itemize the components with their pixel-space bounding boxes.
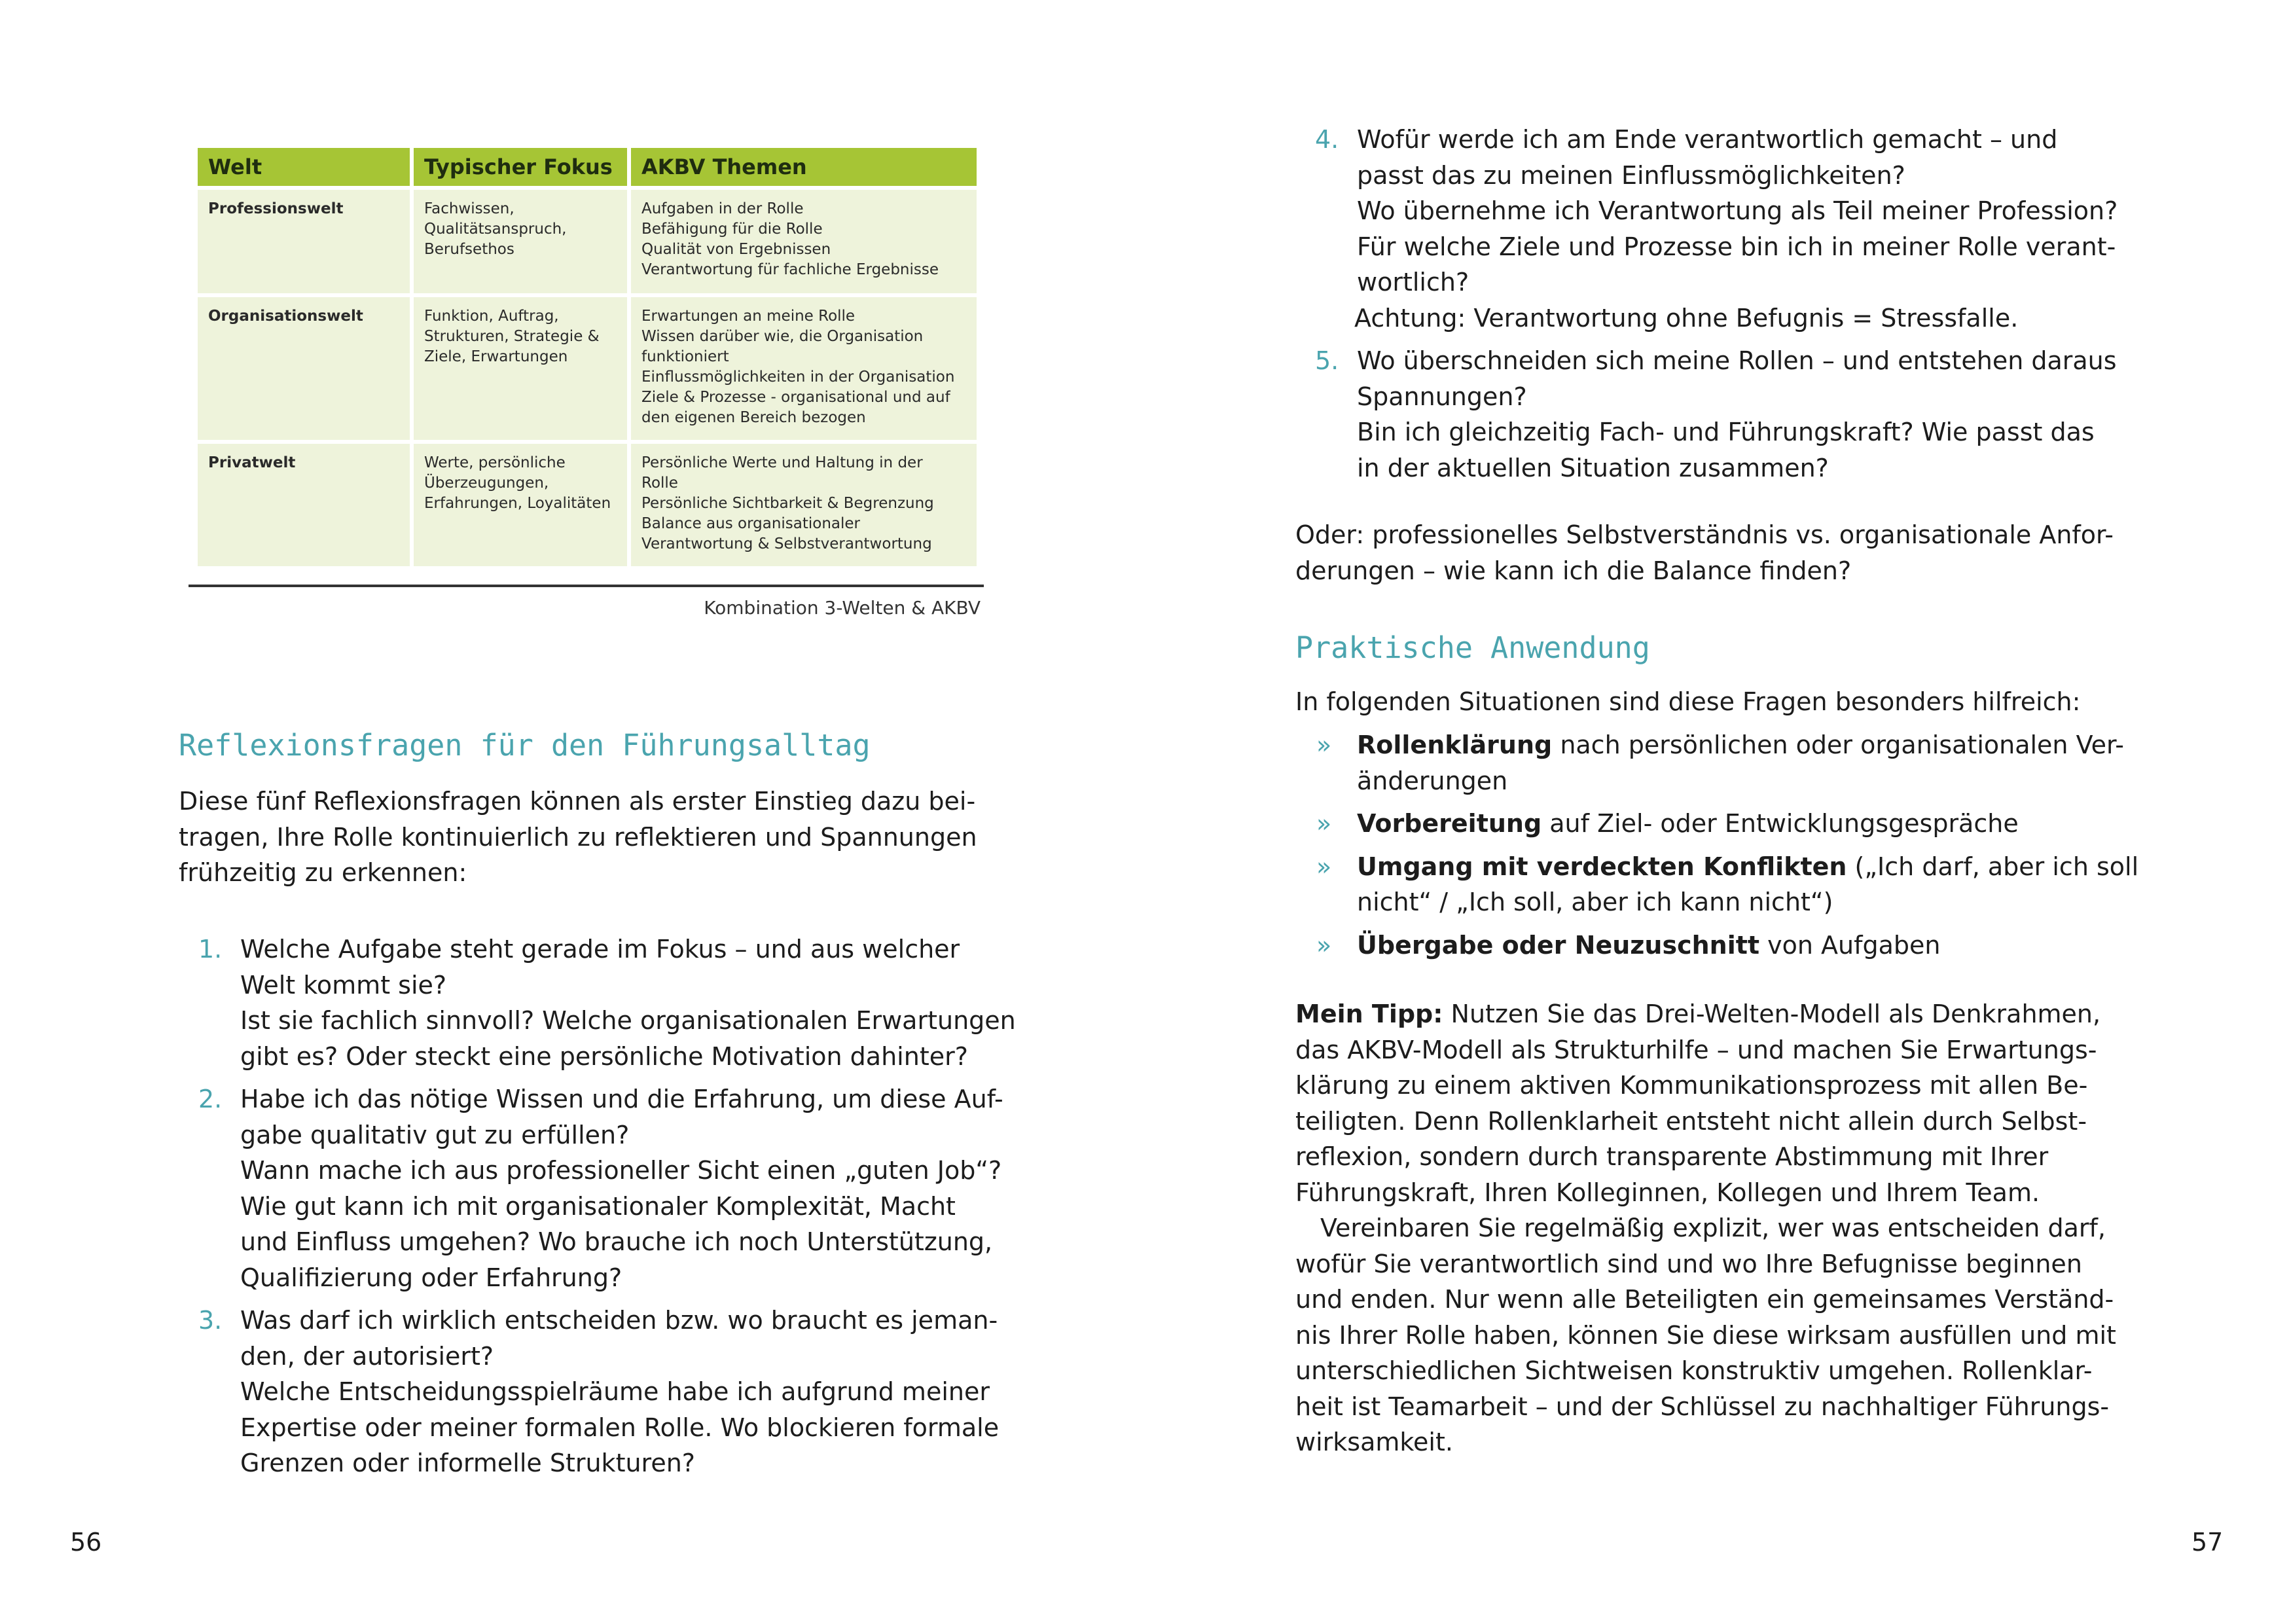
list-number: 3.	[198, 1306, 223, 1335]
table-cell-welt: Organisationswelt	[198, 295, 412, 442]
tip-paragraph: Mein Tipp: Nutzen Sie das Drei-Welten-Modell als Denkrahmen, das AKBV-Modell als Strukturhilfe – und machen Sie Erwartungs- klärung zu einem aktiven Kommunikationsprozess mit allen Be- teiligten. Denn Rollenklarheit entsteht nicht allein durch Selbst- reflexion, sondern durch transparente Abstimmung mit Ihrer Führungskraft, Ihren Kolleginnen, Kollegen und Ihrem Team.	[1295, 1000, 2101, 1207]
page-number: 57	[2191, 1528, 2224, 1557]
application-bullet-list	[1316, 727, 2139, 963]
section-heading: Praktische Anwendung	[1295, 630, 1650, 665]
list-item: 2. Habe ich das nötige Wissen und die Erfahrung, um diese Auf- gabe qualitativ gut zu erfüllen? Wann mache ich aus professioneller Sicht einen „guten Job“? Wie gut kann ich mit organisationaler Komplexität, Macht und Einfluss umgehen? Wo brauche ich noch Unterstützung, Qualifizierung oder Erfahrung?	[240, 1081, 1016, 1295]
table-row	[198, 295, 977, 442]
table-header: Welt	[198, 148, 412, 188]
figure-divider	[189, 585, 984, 587]
table-cell-fokus: Werte, persönliche Überzeugungen, Erfahrungen, Loyalitäten	[412, 442, 629, 566]
table-header: Typischer Fokus	[412, 148, 629, 188]
table-row	[198, 442, 977, 566]
tip-label: Mein Tipp:	[1295, 1000, 1443, 1028]
table-header-row	[198, 148, 977, 188]
section-heading: Reflexionsfragen für den Führungsalltag	[179, 728, 871, 763]
question-list	[198, 931, 1016, 1481]
table-cell-welt: Privatwelt	[198, 442, 412, 566]
table-row	[198, 188, 977, 295]
list-item: 4. Wofür werde ich am Ende verantwortlich gemacht – und passt das zu meinen Einflussmöglichkeiten? Wo übernehme ich Verantwortung als Teil meiner Profession? Für welche Ziele und Prozesse bin ich in meiner Rolle verant- wortlich? Achtung: Verantwortung ohne Befugnis = Stressfalle.	[1357, 122, 2118, 336]
bullet-marker: »	[1316, 930, 1332, 960]
left-page	[0, 0, 1144, 1624]
bullet-marker: »	[1316, 852, 1332, 881]
table-cell-fokus: Funktion, Auftrag, Strukturen, Strategie & Ziele, Erwartungen	[412, 295, 629, 442]
right-page	[1144, 0, 2289, 1624]
figure-caption: Kombination 3-Welten & AKBV	[704, 597, 981, 619]
list-item: » Umgang mit verdeckten Konflikten („Ich darf, aber ich soll nicht“ / „Ich soll, aber ich kann nicht“)	[1357, 849, 2138, 920]
list-item: » Rollenklärung nach persönlichen oder organisationalen Ver- änderungen	[1357, 727, 2138, 799]
question-list-continued	[1315, 122, 2118, 486]
closing-paragraph: Vereinbaren Sie regelmäßig explizit, wer was entscheiden darf, wofür Sie verantwortlich sind und wo Ihre Befugnisse beginnen und enden. Nur wenn alle Beteiligten ein gemeinsames Verständ- nis Ihrer Rolle haben, können Sie diese wirksam ausfüllen und mit unterschiedlichen Sichtweisen konstruktiv umgehen. Rollenklar- heit ist Teamarbeit – und der Schlüssel zu nachhaltiger Führungs- wirksamkeit.	[1295, 1214, 2116, 1456]
list-item: 1. Welche Aufgabe steht gerade im Fokus – und aus welcher Welt kommt sie? Ist sie fachlich sinnvoll? Welche organisationalen Erwartungen gibt es? Oder steckt eine persönliche Motivation dahinter?	[240, 931, 1016, 1074]
list-number: 5.	[1315, 346, 1339, 375]
list-number: 4.	[1315, 125, 1339, 154]
table-cell-fokus: Fachwissen, Qualitätsanspruch, Berufsethos	[412, 188, 629, 295]
table-cell-akbv: Persönliche Werte und Haltung in der Rolle Persönliche Sichtbarkeit & Begrenzung Balance aus organisationaler Verantwortung & Selbstverantwortung	[629, 442, 977, 566]
list-item: » Vorbereitung auf Ziel- oder Entwicklungsgespräche	[1357, 806, 2138, 842]
table-header: AKBV Themen	[629, 148, 977, 188]
three-worlds-akbv-table	[198, 148, 977, 566]
oder-paragraph: Oder: professionelles Selbstverständnis vs. organisationale Anfor- derungen – wie kann ich die Balance finden?	[1295, 520, 2114, 585]
bullet-marker: »	[1316, 809, 1332, 838]
application-intro: In folgenden Situationen sind diese Fragen besonders hilfreich:	[1295, 687, 2081, 716]
list-number: 1.	[198, 935, 223, 964]
table-cell-welt: Professionswelt	[198, 188, 412, 295]
list-item: 3. Was darf ich wirklich entscheiden bzw. wo braucht es jeman- den, der autorisiert? Welche Entscheidungsspielräume habe ich aufgrund meiner Expertise oder meiner formalen Rolle. Wo blockieren formale Grenzen oder informelle Strukturen?	[240, 1303, 1016, 1481]
page-number: 56	[70, 1528, 102, 1557]
intro-paragraph: Diese fünf Reflexionsfragen können als erster Einstieg dazu bei- tragen, Ihre Rolle kontinuierlich zu reflektieren und Spannungen frühzeitig zu erkennen:	[179, 787, 977, 887]
list-item: 5. Wo überschneiden sich meine Rollen – und entstehen daraus Spannungen? Bin ich gleichzeitig Fach- und Führungskraft? Wie passt das in der aktuellen Situation zusammen?	[1357, 343, 2118, 486]
list-number: 2.	[198, 1085, 223, 1113]
table-cell-akbv: Aufgaben in der Rolle Befähigung für die Rolle Qualität von Ergebnissen Verantwortung für fachliche Ergebnisse	[629, 188, 977, 295]
list-item: » Übergabe oder Neuzuschnitt von Aufgaben	[1357, 928, 2138, 964]
table-cell-akbv: Erwartungen an meine Rolle Wissen darüber wie, die Organisation funktioniert Einflussmöglichkeiten in der Organisation Ziele & Prozesse - organisational und auf den eigenen Bereich bezogen	[629, 295, 977, 442]
bullet-marker: »	[1316, 731, 1332, 759]
